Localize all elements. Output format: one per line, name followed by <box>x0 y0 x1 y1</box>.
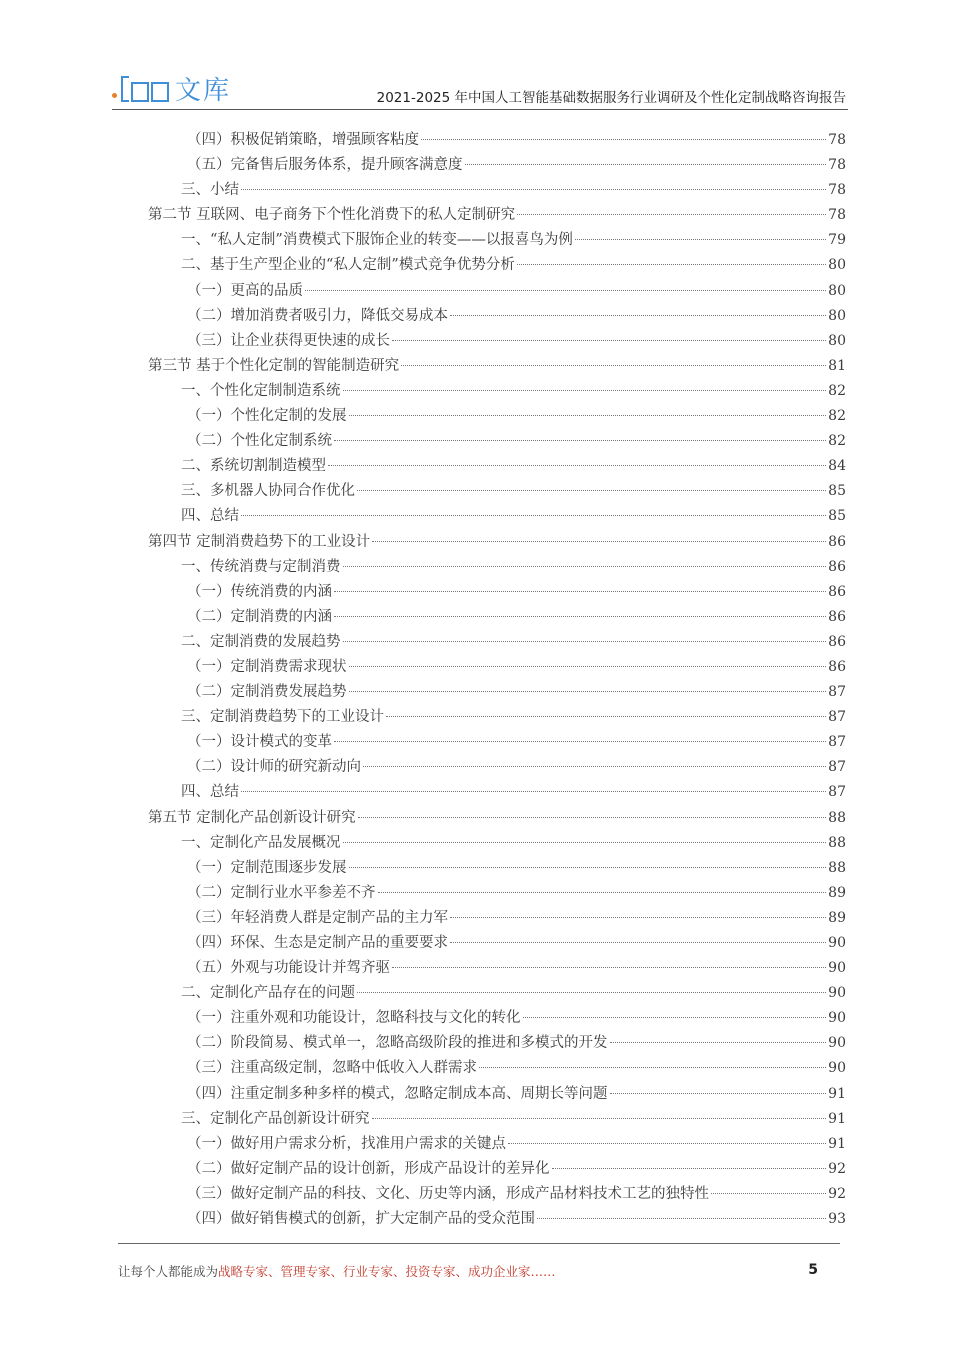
toc-entry-title: （二）个性化定制系统 <box>187 433 332 450</box>
footer-slogan-highlight: 战略专家、管理专家、行业专家、投资专家、成功企业家…… <box>218 1264 556 1279</box>
toc-entry-page: 78 <box>828 132 846 148</box>
toc-entry[interactable] <box>148 504 846 529</box>
toc-entry-title: （三）做好定制产品的科技、文化、历史等内涵，形成产品材料技术工艺的独特性 <box>187 1185 709 1202</box>
toc-leader-dots <box>357 992 826 993</box>
toc-entry[interactable] <box>148 705 846 730</box>
toc-leader-dots <box>537 1218 826 1219</box>
logo-dot-icon <box>112 93 117 98</box>
toc-entry-title: 三、小结 <box>181 182 239 199</box>
document-title: 2021-2025 年中国人工智能基础数据服务行业调研及个性化定制战略咨询报告 <box>376 90 846 106</box>
toc-leader-dots <box>334 591 826 592</box>
logo-text: 文库 <box>175 76 232 106</box>
toc-entry-page: 87 <box>828 709 846 726</box>
toc-entry-page: 78 <box>828 157 846 174</box>
toc-entry-title: （一）个性化定制的发展 <box>187 408 347 425</box>
toc-leader-dots <box>305 290 826 291</box>
toc-entry[interactable] <box>148 1107 846 1132</box>
page-header <box>112 64 848 108</box>
toc-entry[interactable] <box>148 580 846 605</box>
toc-leader-dots <box>575 239 826 240</box>
toc-entry-title: （四）注重定制多种多样的模式，忽略定制成本高、周期长等问题 <box>187 1085 608 1102</box>
toc-entry-page: 87 <box>828 759 846 776</box>
toc-entry-title: 三、多机器人协同合作优化 <box>181 483 355 500</box>
toc-entry[interactable] <box>148 153 846 178</box>
toc-entry[interactable] <box>148 1182 846 1207</box>
toc-entry-page: 78 <box>828 207 846 224</box>
toc-entry[interactable] <box>148 203 846 228</box>
toc-entry-page: 82 <box>828 382 846 399</box>
toc-entry[interactable] <box>148 755 846 780</box>
toc-leader-dots <box>517 214 826 215</box>
toc-entry-title: 一、“私人定制”消费模式下服饰企业的转变——以报喜鸟为例 <box>181 232 573 249</box>
toc-leader-dots <box>552 1168 827 1169</box>
toc-entry[interactable] <box>148 1031 846 1056</box>
toc-entry-page: 87 <box>828 684 846 701</box>
toc-entry-title: （一）定制范围逐步发展 <box>187 859 347 876</box>
toc-leader-dots <box>386 716 826 717</box>
toc-entry-title: 四、总结 <box>181 508 239 525</box>
toc-entry-title: （三）注重高级定制，忽略中低收入人群需求 <box>187 1060 477 1077</box>
toc-entry-page: 84 <box>828 458 846 475</box>
toc-entry[interactable] <box>148 128 846 153</box>
toc-leader-dots <box>465 164 827 165</box>
toc-leader-dots <box>450 942 826 943</box>
toc-entry-page: 88 <box>828 809 846 826</box>
toc-entry-title: （三）让企业获得更快速的成长 <box>187 332 390 349</box>
toc-leader-dots <box>349 415 827 416</box>
toc-entry[interactable] <box>148 730 846 755</box>
toc-entry[interactable] <box>148 429 846 454</box>
toc-entry-page: 82 <box>828 408 846 425</box>
toc-entry-page: 81 <box>828 357 846 374</box>
toc-entry-page: 87 <box>828 734 846 751</box>
toc-entry-page: 86 <box>828 608 846 625</box>
toc-leader-dots <box>363 766 826 767</box>
toc-entry-title: （一）更高的品质 <box>187 282 303 299</box>
toc-leader-dots <box>401 365 826 366</box>
toc-entry[interactable] <box>148 404 846 429</box>
toc-leader-dots <box>334 741 826 742</box>
toc-leader-dots <box>711 1193 826 1194</box>
toc-entry[interactable] <box>148 329 846 354</box>
toc-entry-title: 一、传统消费与定制消费 <box>181 558 341 575</box>
toc-entry-page: 86 <box>828 533 846 550</box>
toc-entry[interactable] <box>148 906 846 931</box>
toc-entry-page: 78 <box>828 182 846 199</box>
toc-leader-dots <box>450 315 826 316</box>
toc-entry-page: 80 <box>828 282 846 299</box>
toc-leader-dots <box>610 1042 827 1043</box>
toc-entry-title: （一）定制消费需求现状 <box>187 658 347 675</box>
toc-entry-title: （二）阶段简易、模式单一，忽略高级阶段的推进和多模式的开发 <box>187 1035 608 1052</box>
page-footer <box>118 1262 840 1280</box>
toc-leader-dots <box>241 791 826 792</box>
logo-mark-icon <box>121 76 169 102</box>
toc-entry[interactable] <box>148 831 846 856</box>
footer-slogan: 让每个人都能成为 <box>118 1264 219 1279</box>
toc-leader-dots <box>343 566 827 567</box>
toc-entry-title: 第五节 定制化产品创新设计研究 <box>148 809 356 826</box>
toc-entry[interactable] <box>148 530 846 555</box>
toc-entry[interactable] <box>148 931 846 956</box>
toc-entry-title: （二）定制消费发展趋势 <box>187 684 347 701</box>
toc-entry[interactable] <box>148 806 846 831</box>
toc-leader-dots <box>357 490 826 491</box>
toc-entry[interactable] <box>148 780 846 805</box>
toc-leader-dots <box>241 515 826 516</box>
toc-entry[interactable] <box>148 856 846 881</box>
toc-leader-dots <box>372 541 826 542</box>
toc-leader-dots <box>334 616 826 617</box>
toc-leader-dots <box>349 867 827 868</box>
toc-entry[interactable] <box>148 228 846 253</box>
toc-entry-page: 89 <box>828 884 846 901</box>
toc-entry-page: 88 <box>828 834 846 851</box>
toc-leader-dots <box>343 641 827 642</box>
toc-leader-dots <box>378 892 827 893</box>
toc-entry-page: 82 <box>828 433 846 450</box>
toc-entry-page: 92 <box>828 1185 846 1202</box>
table-of-contents <box>148 128 846 1232</box>
toc-entry-title: （一）设计模式的变革 <box>187 734 332 751</box>
toc-entry[interactable] <box>148 379 846 404</box>
toc-entry-page: 91 <box>828 1135 846 1152</box>
toc-leader-dots <box>392 340 826 341</box>
toc-entry-page: 90 <box>828 1035 846 1052</box>
toc-leader-dots <box>610 1093 827 1094</box>
toc-entry-page: 90 <box>828 1010 846 1027</box>
toc-entry-title: （一）传统消费的内涵 <box>187 583 332 600</box>
toc-leader-dots <box>421 139 826 140</box>
toc-leader-dots <box>334 440 826 441</box>
toc-entry[interactable] <box>148 630 846 655</box>
toc-entry[interactable] <box>148 1207 846 1232</box>
toc-leader-dots <box>517 264 826 265</box>
toc-entry-page: 80 <box>828 332 846 349</box>
toc-entry-title: 一、定制化产品发展概况 <box>181 834 341 851</box>
toc-leader-dots <box>523 1017 827 1018</box>
toc-entry-title: 三、定制化产品创新设计研究 <box>181 1110 370 1127</box>
toc-entry[interactable] <box>148 1082 846 1107</box>
toc-entry-page: 90 <box>828 1060 846 1077</box>
toc-entry-page: 79 <box>828 232 846 249</box>
toc-entry[interactable] <box>148 1006 846 1031</box>
toc-entry-title: （一）做好用户需求分析，找准用户需求的关键点 <box>187 1135 506 1152</box>
toc-leader-dots <box>508 1143 826 1144</box>
page-number: 5 <box>808 1262 818 1278</box>
toc-entry[interactable] <box>148 680 846 705</box>
toc-leader-dots <box>392 967 826 968</box>
toc-entry-title: （五）完备售后服务体系，提升顾客满意度 <box>187 157 463 174</box>
toc-entry-page: 80 <box>828 307 846 324</box>
toc-leader-dots <box>349 691 827 692</box>
toc-entry[interactable] <box>148 279 846 304</box>
toc-leader-dots <box>450 917 826 918</box>
toc-entry-title: 四、总结 <box>181 784 239 801</box>
toc-entry[interactable] <box>148 605 846 630</box>
toc-entry-title: 二、基于生产型企业的“私人定制”模式竞争优势分析 <box>181 257 515 274</box>
toc-entry-title: 第二节 互联网、电子商务下个性化消费下的私人定制研究 <box>148 207 516 224</box>
toc-entry-page: 86 <box>828 658 846 675</box>
toc-entry[interactable] <box>148 1132 846 1157</box>
toc-entry-page: 92 <box>828 1160 846 1177</box>
toc-entry-page: 86 <box>828 583 846 600</box>
toc-leader-dots <box>343 842 827 843</box>
footer-divider <box>118 1243 840 1244</box>
toc-entry-title: 二、定制消费的发展趋势 <box>181 633 341 650</box>
toc-entry-page: 85 <box>828 508 846 525</box>
toc-entry[interactable] <box>148 881 846 906</box>
toc-leader-dots <box>241 189 826 190</box>
toc-entry[interactable] <box>148 253 846 278</box>
toc-entry-title: （二）定制行业水平参差不齐 <box>187 884 376 901</box>
toc-entry[interactable] <box>148 655 846 680</box>
toc-leader-dots <box>328 465 826 466</box>
logo <box>112 70 231 107</box>
toc-leader-dots <box>343 390 827 391</box>
toc-entry-title: 二、定制化产品存在的问题 <box>181 985 355 1002</box>
toc-entry-page: 90 <box>828 960 846 977</box>
toc-entry[interactable] <box>148 1056 846 1081</box>
toc-entry-title: （四）环保、生态是定制产品的重要要求 <box>187 935 448 951</box>
toc-entry-page: 80 <box>828 257 846 274</box>
toc-entry[interactable] <box>148 479 846 504</box>
toc-entry[interactable] <box>148 1157 846 1182</box>
toc-entry-page: 91 <box>828 1110 846 1127</box>
toc-leader-dots <box>349 666 827 667</box>
toc-entry-title: 二、系统切割制造模型 <box>181 458 326 475</box>
toc-entry-page: 93 <box>828 1211 846 1228</box>
toc-entry-title: （二）定制消费的内涵 <box>187 608 332 625</box>
toc-entry-title: （二）做好定制产品的设计创新，形成产品设计的差异化 <box>187 1160 550 1177</box>
toc-entry-page: 86 <box>828 633 846 650</box>
toc-leader-dots <box>479 1067 826 1068</box>
toc-entry-title: （三）年轻消费人群是定制产品的主力军 <box>187 909 448 926</box>
toc-entry[interactable] <box>148 354 846 379</box>
toc-entry-title: （一）注重外观和功能设计，忽略科技与文化的转化 <box>187 1010 521 1027</box>
toc-entry[interactable] <box>148 956 846 981</box>
toc-entry-page: 90 <box>828 985 846 1002</box>
toc-entry[interactable] <box>148 454 846 479</box>
toc-entry-title: 三、定制消费趋势下的工业设计 <box>181 709 384 726</box>
toc-entry-page: 91 <box>828 1085 846 1102</box>
toc-entry-page: 88 <box>828 859 846 876</box>
toc-entry-title: （二）增加消费者吸引力，降低交易成本 <box>187 307 448 324</box>
toc-entry[interactable] <box>148 555 846 580</box>
toc-entry[interactable] <box>148 178 846 203</box>
toc-entry-title: （四）积极促销策略，增强顾客粘度 <box>187 132 419 148</box>
toc-entry[interactable] <box>148 981 846 1006</box>
toc-entry-title: 第四节 定制消费趋势下的工业设计 <box>148 533 371 550</box>
toc-entry[interactable] <box>148 304 846 329</box>
toc-entry-title: （二）设计师的研究新动向 <box>187 759 361 776</box>
header-divider <box>112 109 848 110</box>
toc-leader-dots <box>372 1118 827 1119</box>
toc-entry-title: （四）做好销售模式的创新，扩大定制产品的受众范围 <box>187 1211 535 1228</box>
toc-entry-title: 一、个性化定制制造系统 <box>181 382 341 399</box>
toc-leader-dots <box>358 817 827 818</box>
toc-entry-page: 87 <box>828 784 846 801</box>
toc-entry-page: 85 <box>828 483 846 500</box>
toc-entry-title: （五）外观与功能设计并驾齐驱 <box>187 960 390 977</box>
toc-entry-title: 第三节 基于个性化定制的智能制造研究 <box>148 357 400 374</box>
toc-entry-page: 89 <box>828 909 846 926</box>
toc-entry-page: 90 <box>828 935 846 951</box>
toc-entry-page: 86 <box>828 558 846 575</box>
